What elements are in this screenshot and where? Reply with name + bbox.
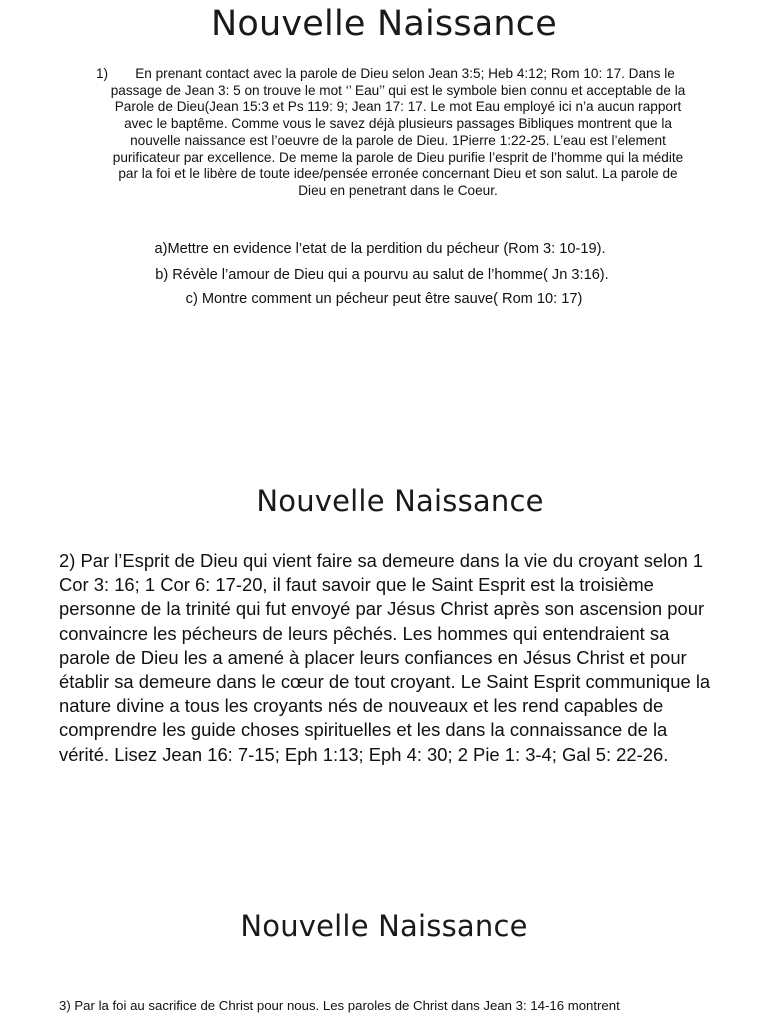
slide-2-title: Nouvelle Naissance — [256, 484, 544, 518]
item-number: 1) — [96, 66, 109, 81]
point-a: a)Mettre en evidence l’etat de la perdition du pécheur (Rom 3: 10-19). — [154, 241, 606, 257]
item-text: En prenant contact avec la parole de Dieu selon Jean 3:5; Heb 4:12; Rom 10: 17. Dans le passage de Jean 3: 5 on trouve le mot ‘’ Eau’’ qui est le symbole bien connu et acceptable de la Parole de Dieu(Jean 15:3 et Ps 119: 9; Jean 17: 17. Le mot Eau employé ici n’a aucun rapport avec le baptême. Comme vous le savez déjà plusieurs passages Bibliques montrent que la nouvelle naissance est l’oeuvre de la parole de Dieu. 1Pierre 1:22-25. L’eau est l’element purificateur par excellence. De meme la parole de Dieu purifie l’esprit de l’homme qui la médite par la foi et le libère de toute idee/pensée erronée concernant Dieu et son salut. La parole de Dieu en penetrant dans le Coeur. — [110, 66, 686, 198]
slide-1-paragraph — [96, 66, 686, 200]
point-b: b) Révèle l’amour de Dieu qui a pourvu au salut de l’homme( Jn 3:16). — [155, 267, 609, 283]
slide-1-title: Nouvelle Naissance — [211, 4, 557, 44]
slide-3-title: Nouvelle Naissance — [240, 909, 528, 943]
slide-3-paragraph: 3) Par la foi au sacrifice de Christ pour nous. Les paroles de Christ dans Jean 3: 14-16 montrent — [59, 998, 620, 1013]
point-c: c) Montre comment un pécheur peut être sauve( Rom 10: 17) — [185, 291, 583, 307]
slide-2-paragraph: 2) Par l’Esprit de Dieu qui vient faire sa demeure dans la vie du croyant selon 1 Cor 3: 16; 1 Cor 6: 17-20, il faut savoir que le Saint Esprit est la troisième personne de la trinité qui fut envoyé par Jésus Christ après son ascension pour convaincre les pécheurs de leurs pêchés. Les hommes qui entendraient sa parole de Dieu les a amené à placer leurs confiances en Jésus Christ et pour établir sa demeure dans le cœur de tout croyant. Le Saint Esprit communique la nature divine a tous les croyants nés de nouveaux et les rend capables de comprendre les guide choses spirituelles et les dans la connaissance de la vérité. Lisez Jean 16: 7-15; Eph 1:13; Eph 4: 30; 2 Pie 1: 3-4; Gal 5: 22-26. — [59, 550, 711, 765]
